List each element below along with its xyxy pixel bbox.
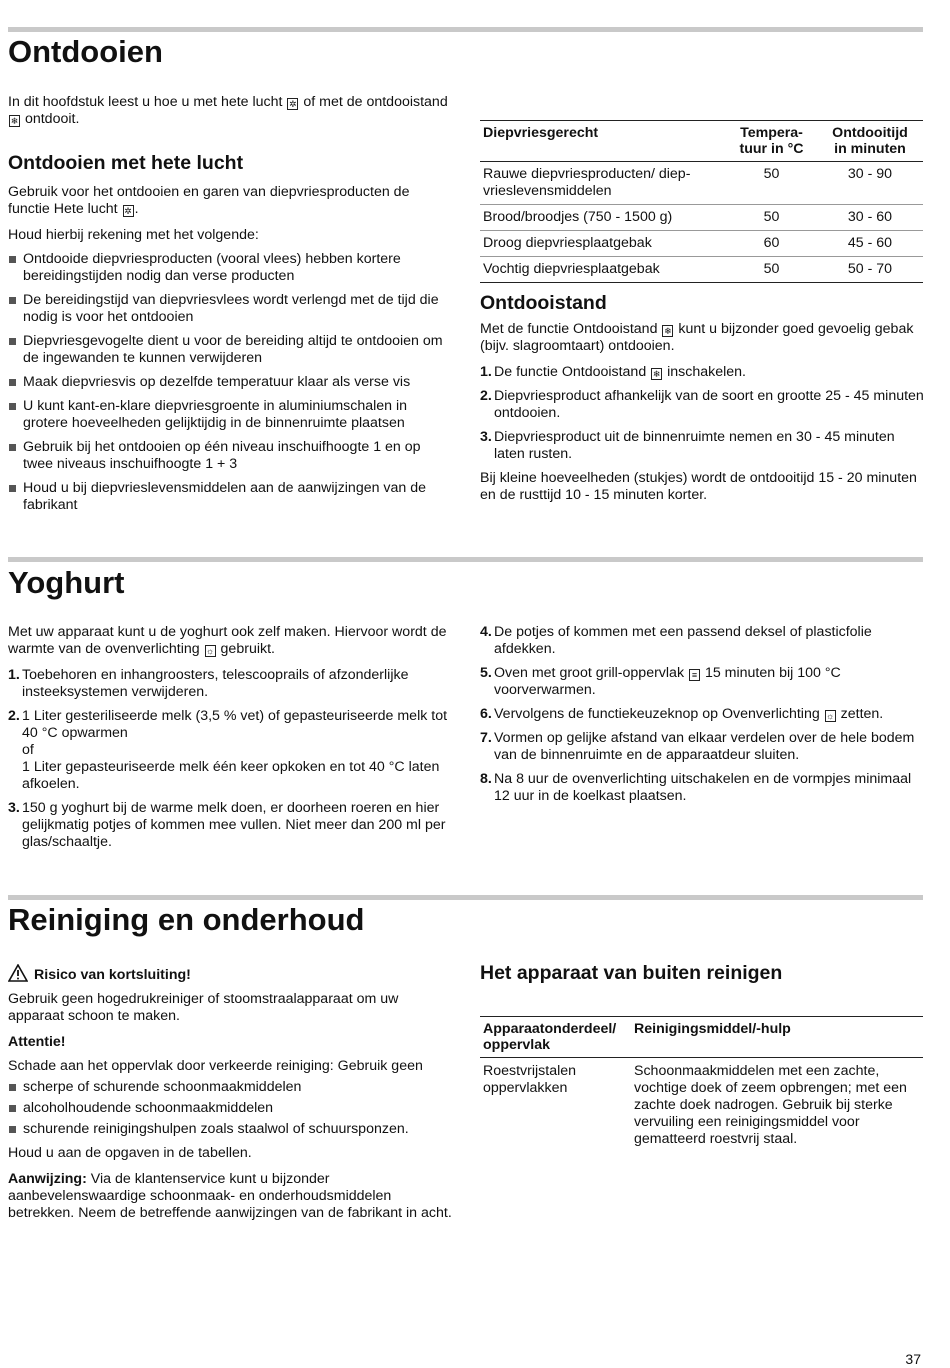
- table-row: Droog diepvriesplaatgebak 60 45 - 60: [480, 231, 923, 257]
- bullet-item: U kunt kant-en-klare diepvriesgroente in aluminiumschalen in grotere hoeveelheden gelijktijdig in de binnenruimte plaatsen: [8, 398, 453, 432]
- attentie-heading: Attentie!: [8, 1034, 66, 1050]
- bullet-item: alcoholhoudende schoonmaakmiddelen: [8, 1100, 453, 1117]
- bullet-item: Diepvriesgevogelte dient u voor de bereiding altijd te ontdooien om de ingewanden te kunnen verwijderen: [8, 333, 453, 367]
- attentie-text: Schade aan het oppervlak door verkeerde reiniging: Gebruik geen: [8, 1058, 423, 1074]
- table-row: Vochtig diepvriesplaatgebak 50 50 - 70: [480, 257, 923, 283]
- warning-text: Gebruik geen hogedrukreiniger of stoomstraalapparaat om uw apparaat schoon te maken.: [8, 991, 399, 1024]
- hete-lucht-body: [8, 184, 453, 521]
- step-item: 2. Diepvriesproduct afhankelijk van de soort en grootte 25 - 45 minuten ontdooien.: [480, 388, 924, 421]
- fan-heating-icon: ✲: [289, 99, 297, 109]
- grill-icon: ≡: [689, 669, 700, 681]
- section-divider: [8, 895, 923, 900]
- table-header: Ontdooitijd in minuten: [817, 121, 923, 162]
- subtitle-buiten-reinigen: Het apparaat van buiten reinigen: [480, 962, 783, 984]
- table-row: Brood/broodjes (750 - 1500 g) 50 30 - 60: [480, 205, 923, 231]
- houd-text: Houd u aan de opgaven in de tabellen.: [8, 1145, 252, 1161]
- page-number: 37: [905, 1351, 921, 1367]
- bullet-item: Ontdooide diepvriesproducten (vooral vlees) hebben kortere bereidingstijden nodig dan verse producten: [8, 251, 453, 285]
- bullet-item: De bereidingstijd van diepvriesvlees wordt verlengd met de tijd die nodig is voor het ontdooien: [8, 292, 453, 326]
- table-row: Rauwe diepvriesproducten/ diep- vrieslevensmiddelen 50 30 - 90: [480, 162, 923, 205]
- ontdooistand-note: Bij kleine hoeveelheden (stukjes) wordt de ontdooitijd 15 - 20 minuten en de rusttijd 10 - 15 minuten korter.: [480, 470, 917, 503]
- step-item: 1. Toebehoren en inhangroosters, telescooprails of afzonderlijke insteeksystemen verwijderen.: [8, 667, 409, 700]
- table-row: Roestvrijstalen oppervlakken Schoonmaakmiddelen met een zachte, vochtige doek of zeem opbrengen; met een zachte doek nadrogen. Gebruik bij sterke vervuiling een reinigingsmiddel voor gematteerd roestvrij staal.: [483, 1063, 907, 1147]
- subtitle-ontdooistand: Ontdooistand: [480, 292, 607, 314]
- table-header: Apparaatonderdeel/ oppervlak: [480, 1017, 631, 1058]
- ontdooistand-para: Met de functie Ontdooistand ❄ kunt u bijzonder goed gevoelig gebak (bijv. slagroomtaart) ontdooien.: [480, 321, 914, 354]
- defrost-icon: ❄: [664, 326, 672, 336]
- table-header: Diepvriesgerecht: [480, 121, 726, 162]
- section-title-ontdooien: Ontdooien: [8, 34, 163, 69]
- table-header: Tempera- tuur in °C: [726, 121, 817, 162]
- reiniging-left-column: [8, 964, 453, 1222]
- subtitle-hete-lucht: Ontdooien met hete lucht: [8, 152, 244, 174]
- warning-triangle-icon: [8, 964, 28, 982]
- yoghurt-right-column: [480, 624, 925, 812]
- section-divider: [8, 27, 923, 32]
- bullet-item: scherpe of schurende schoonmaakmiddelen: [8, 1079, 453, 1096]
- bullet-item: schurende reinigingshulpen zoals staalwol of schuursponzen.: [8, 1121, 453, 1138]
- step-item: 7. Vormen op gelijke afstand van elkaar verdelen over de hele bodem van de binnenruimte en de apparaatdeur sluiten.: [480, 730, 915, 763]
- step-item: 2. 1 Liter gesteriliseerde melk (3,5 % vet) of gepasteuriseerde melk tot 40 °C opwarmen of 1 Liter gepasteuriseerde melk één keer opkoken en tot 40 °C laten afkoelen.: [8, 708, 448, 792]
- section-divider: [8, 557, 923, 562]
- section-title-yoghurt: Yoghurt: [8, 565, 125, 600]
- oven-light-icon: ☼: [826, 711, 835, 721]
- step-item: 4. De potjes of kommen met een passend deksel of plasticfolie afdekken.: [480, 624, 872, 657]
- bullet-item: Houd u bij diepvrieslevensmiddelen aan de aanwijzingen van de fabrikant: [8, 480, 453, 514]
- fan-heating-icon: ✲: [124, 206, 132, 216]
- section-title-reiniging: Reiniging en onderhoud: [8, 902, 365, 937]
- ontdooien-intro: In dit hoofdstuk leest u hoe u met hete lucht ✲ of met de ontdooistand ❄ ontdooit.: [8, 94, 448, 127]
- reiniging-table: [480, 1016, 923, 1152]
- bullet-item: Maak diepvriesvis op dezelfde temperatuur klaar als verse vis: [8, 374, 453, 391]
- step-item: 1. De functie Ontdooistand ❄ inschakelen.: [480, 364, 746, 380]
- step-item: 3. 150 g yoghurt bij de warme melk doen, er doorheen roeren en hier gelijkmatig potjes of kommen mee vullen. Niet meer dan 200 ml per glas/schaaltje.: [8, 800, 446, 850]
- step-item: 5. Oven met groot grill-oppervlak ≡ 15 minuten bij 100 °C voorverwarmen.: [480, 665, 841, 698]
- hete-lucht-para: Gebruik voor het ontdooien en garen van diepvriesproducten de functie Hete lucht ✲ .: [8, 184, 410, 217]
- defrost-icon: ❄: [652, 369, 661, 379]
- aanwijzing-note: Aanwijzing: Via de klantenservice kunt u bijzonder aanbevelenswaardige schoonmaak- en onderhoudsmiddelen betrekken. Neem de betreffende aanwijzingen van de fabrikant in acht.: [8, 1171, 452, 1221]
- yoghurt-left-column: [8, 624, 453, 858]
- defrost-icon: ❄: [10, 116, 19, 126]
- ontdooistand-body: [480, 321, 925, 504]
- diepvries-table: [480, 120, 923, 283]
- oven-light-icon: ☼: [205, 646, 215, 656]
- step-item: 6. Vervolgens de functiekeuzeknop op Ovenverlichting ☼ zetten.: [480, 706, 884, 722]
- bullet-item: Gebruik bij het ontdooien op één niveau inschuifhoogte 1 en op twee niveaus inschuifhoogte 1 + 3: [8, 439, 453, 473]
- yoghurt-intro: Met uw apparaat kunt u de yoghurt ook zelf maken. Hiervoor wordt de warmte van de ovenverlichting ☼ gebruikt.: [8, 624, 447, 657]
- ontdooien-left-column: [8, 94, 453, 128]
- hete-lucht-para-2: Houd hierbij rekening met het volgende:: [8, 227, 259, 243]
- table-header: Reinigingsmiddel/-hulp: [631, 1017, 923, 1058]
- step-item: 3. Diepvriesproduct uit de binnenruimte nemen en 30 - 45 minuten laten rusten.: [480, 429, 895, 462]
- step-item: 8. Na 8 uur de ovenverlichting uitschakelen en de vormpjes minimaal 12 uur in de koelkast plaatsen.: [480, 771, 912, 804]
- warning-heading: Risico van kortsluiting!: [8, 964, 453, 984]
